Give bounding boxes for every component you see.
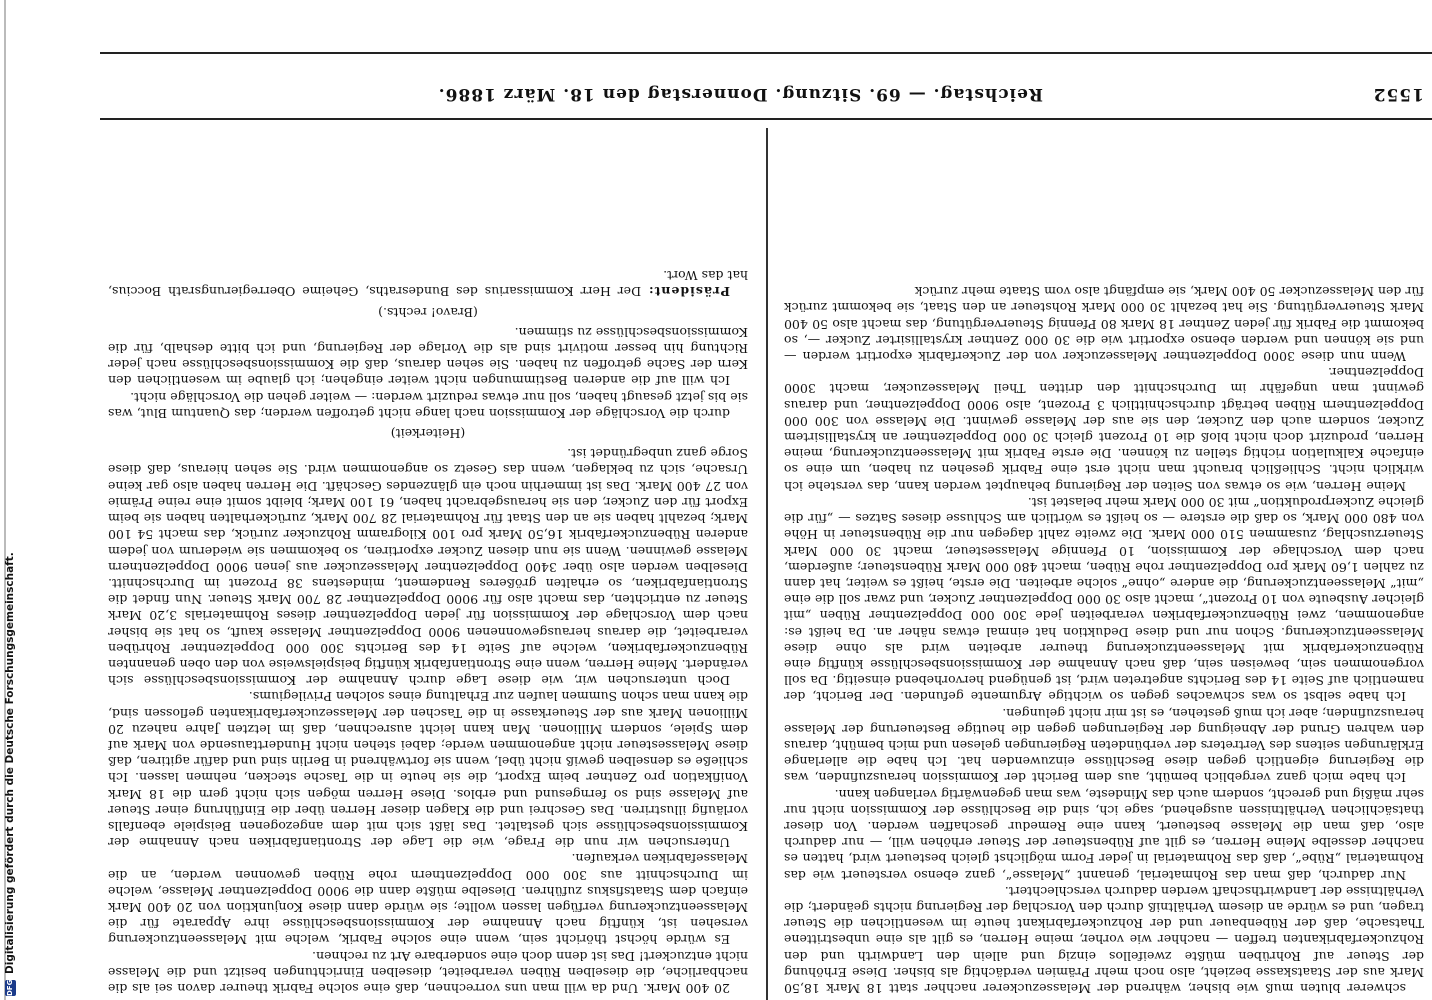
paragraph: Nur dadurch, daß man das Rohmaterial, genannt „Melasse“, ganz ebenso versteuert wie das Rohmaterial „Rübe“, daß das Rohmaterial in jeder Form möglichst gleich besteuert wird, hatten es nachher desselbe Meine Herren, es gilt auf Rübensteuer der Steuer erhöhen will, — nur dadurch also, daß man die Melasse besteuert, kann eine Remedur geschaffen werden. Von dieser thatsächlichen Verhältnissen ausgehend, sage ich, sind die Beschlüsse der Kommission nicht nur sehr mäßig und gerecht, sondern auch das Mindeste, was man gegenwärtig verlangen kann. [784, 786, 1424, 883]
header-rule [100, 118, 1432, 120]
page-number: 1552 [1372, 84, 1424, 104]
column-divider [766, 128, 768, 1000]
paragraph: Untersuchen wir nun die Frage, wie die Lage der Strontianfabriken nach Annahme der Kommissionsbeschlüsse sich gestaltet. Das läßt sich mit dem angezogenen Beispiele ebenfalls vorläufig illustriren. Das Geschrei und die Klagen dieser Herren über die Einführung einer Steuer auf Melasse sind so ferngesund und erblos. Diese Herren mögen sich nicht gern die 18 Mark Vonifikation pro Zentner beim Export, die sie heute in die Tasche stecken, nehmen lassen. Ich schließe es denselben gewiß nicht übel, wenn sie fortwährend in Berlin sind und dafür agitiren, daß diese Melassesteuer nicht angenommen werde; dabei stehen nicht Hunderttausende von Mark auf dem Spiele, sondern Millionen. Man kann leicht ausrechnen, daß im letzten Jahre nahezu 20 Millionen Mark aus der Steuerkasse in die Taschen der Melassezuckerfabrikanten geflossen sind, die kann man schon Summen laufen zur Erhaltung eines solchen Privilegiums. [108, 689, 748, 851]
paragraph: 20 400 Mark. Und da will man uns vorrechnen, daß eine solche Fabrik theurer davon sei als die nachbarliche, die dieselben Rüben verarbeitet, dieselben Einrichtungen besitzt und die Melasse nicht entzuckert! Das ist denn doch eine sonderbare Art zu rechnen. [108, 948, 748, 996]
paragraph: Ich habe selbst so was schwaches gegen so wichtige Argumente gefunden. Der Bericht, der namentlich auf Seite 14 des Berichts angetreten wird, ist genügend hervorhebend einseitig. Da soll vorgenommen sein, beweisen sein, daß nach Annahme der Kommissionsbeschlüsse künftig eine Rübenzuckerfabrik mit Melasseentzuckerung theurer arbeiten wird als ohne diese Melasseentzuckerung. Schon nur und diese Deduktion hat einmal etwas näher an. Da heißt es: angenommen, zwei Rübenzuckerfabriken verarbeiten jede 300 000 Doppelzentner Rüben „mit gleicher Ausbeute von 10 Prozent“, macht also 30 000 Doppelzentner Zucker, und zwar soll die eine „mit“ Melasseentzuckerung, die andere „ohne“ solche arbeiten. Die erste, heißt es weiter, hat dann zu zahlen 1,60 Mark pro Doppelzentner rohe Rüben, macht 480 000 Mark Rübensteuer; außerdem, nach dem Vorschlage der Kommission, 10 Pfennige Melassesteuer, macht 30 000 Mark Steuerzuschlag, zusammen 510 000 Mark. Die zweite zahlt dagegen nur die Rübensteuer in Höhe von 480 000 Mark, so daß die erstere — so heißt es wörtlich am Schlusse dieses Satzes — „für die gleiche Zuckerproduktion“ mit 30 000 Mark mehr belastet ist. [784, 494, 1424, 705]
paragraph: Meine Herren, wie so etwas von Seiten der Regierung behauptet werden kann, das verstehe ich wirklich nicht. Schließlich braucht man nicht erst eine Fabrik gesehen zu haben, um eine so einfache Kalkulation richtig stellen zu können. Die erste Fabrik mit Melasseentzuckerung, meine Herren, produzirt doch nicht bloß die 10 Prozent gleich 30 000 Doppelzentner an krystallisirtem Zucker, sondern auch den Zucker, den sie aus der Melasse gewinnt. Die Melasse von 300 000 Doppelzentnern Rüben beträgt durchschnittlich 3 Prozent, also 9000 Doppelzentner, und daraus gewinnt man ungefähr im Durchschnitt den dritten Theil Melassezucker, macht 3000 Doppelzentner. [784, 365, 1424, 494]
digitization-credit [2, 0, 18, 996]
dfg-logo-icon: DFG [5, 979, 14, 996]
paragraph: Ich will auf die anderen Bestimmungen nicht weiter eingehen; ich glaube im wesentlichen den Kern der Sache getroffen zu haben. Sie sehen daraus, daß die Kommissionsbeschlüsse nach jeder Richtung hin besser motivirt sind als die Vorlage der Regierung, und ich bitte deshalb, für die Kommissionsbeschlüsse zu stimmen. [108, 324, 748, 389]
right-column [108, 128, 748, 996]
credit-text: Digitalisierung gefördert durch die Deutsche Forschungsgemeinschaft. [4, 552, 16, 974]
left-column [784, 128, 1424, 996]
interjection: (Heiterkeit) [390, 426, 466, 442]
session-title: Reichstag. — 69. Sitzung. Donnerstag den 18. März 1886. [437, 84, 1043, 104]
paragraph: schwerer bluten muß wie bisher, während der Melassezuckerer nachher statt 18 Mark 18,50 Mark aus der Staatskasse bezieht, also noch mehr Prämien verdächtig als bisher. Diese Erhöhung der Steuer auf Rohrüben müßte zweifellos einzig und allein den Landwirth und den Rohzuckerfabrikanten treffen — nachher wie vorher, meine Herren, es gilt als eine unbestrittene Thatsache, daß der Rübenbauer und der Rohzuckerfabrikant heute im wesentlichen die Steuer tragen, und es würde an diesem Verhältniß durch den Vorschlag der Regierung nichts geändert; die Verhältnisse der Landwirthschaft werden dadurch verschlechtert. [784, 883, 1424, 996]
paragraph: Doch untersuchen wir, wie diese Lage durch Annahme der Kommissionsbeschlüsse sich verändert. Meine Herren, wenn eine Strontianfabrik künftig beispielsweise von den oben genannten Rübenzuckerfabriken, welche auf Seite 14 des Berichts 300 000 Doppelzentner Rohrüben verarbeitet, die daraus herausgewonnenen 9000 Doppelzentner Melasse kauft, so hat sie bisher nach dem Vorschlage der Kommission für jeden Doppelzentner dieses Rohmaterials 3,20 Mark Steuer zu entrichten, das macht also für 9000 Doppelzentner 28 700 Mark Steuer. Nun findet die Strontianfabriken, so erhalten größeres Rendement, mindestens 38 Prozent im Durchschnitt. Dieselben werden also über 3400 Doppelzentner Melassezucker aus jenen 9000 Doppelzentnern Melasse gewinnen. Wenn sie nun diesen Zucker exportiren, so bekommen sie wiederum von jedem anderen Rübenzuckerfabrik 16,50 Mark pro 100 Kilogramm Rohzucker zurück, das macht 54 100 Mark; bezahlt haben sie an den Staat für Rohmaterial 28 700 Mark, zurückerhalten haben sie beim Export für den Zucker, den sie herausgebracht haben, 61 100 Mark; bleibt somit eine reine Prämie von 27 400 Mark. Das ist immerhin noch ein glänzendes Geschäft. Die Herren haben also gar keine Ursache, sich zu beklagen, wenn das Gesetz so angenommen wird. Sie sehen hieraus, daß diese Sorge ganz unbegründet ist. [108, 446, 748, 689]
paragraph: durch die Vorschläge der Kommission nach lange nicht getroffen werden; das Quantum Blut, was sie bis jetzt gesaugt haben, soll nur etwas reduzirt werden: — weiter gehen die Vorschläge nicht. [108, 389, 748, 421]
paragraph: Wenn nun diese 3000 Doppelzentner Melassezucker von der Zuckerfabrik exportirt werden — und sie können und werden ebenso exportirt wie die 30 000 Zentner krystallisirter Zucker —, so bekommt die Fabrik für jeden Zentner 18 Mark 80 Pfennig Steuervergütung, das macht also 50 400 Mark Steuervergütung. Sie hat bezahlt 30 000 Mark Rohsteuer an den Staat, sie bekommt zurück für den Melassezucker 50 400 Mark, sie empfängt also vom Staate mehr zurück [784, 284, 1424, 365]
running-head [108, 72, 1424, 116]
speaker-label: Präsident: [647, 284, 730, 300]
rotated-page [100, 54, 1432, 1000]
paragraph: Ich habe mich ganz vergeblich bemüht, aus dem Bericht der Kommission herauszufinden, was die Regierung eigentlich gegen diese Beschlüsse einzuwenden hat. Ich habe die allerlange Erklärungen seitens des Vertreters der verbündeten Regierungen gelesen und mich bemüht, daraus den wahren Grund der Abneigung der Regierungen gegen die heutige Besteuerung der Melasse herauszufinden; aber ich muß gestehen, es ist mir nicht gelungen. [784, 705, 1424, 786]
speaker-text: Der Herr Kommissarius des Bundesraths, Geheime Oberregierungsrath Boccius, hat das Wort. [108, 268, 748, 300]
interjection: (Bravo! rechts.) [378, 304, 478, 320]
speaker-paragraph [108, 267, 748, 299]
paragraph: Es würde höchst thöricht sein, wenn eine solche Fabrik, welche mit Melasseentzuckerung versehen ist, künftig nach Annahme der Kommissionsbeschlüsse ihre Apparate für die Melasseentzuckerung verfügen lassen wollte; sie würde dann diese Konjunktion von 20 400 Mark einfach dem Staatsfiskus zuführen. Dieselbe müßte dann die 9000 Doppelzentner Melasse, welche im Durchschnitt aus 300 000 Doppelzentnern rohe Rüben gewonnen werden, an die Melassefabriken verkaufen. [108, 851, 748, 948]
